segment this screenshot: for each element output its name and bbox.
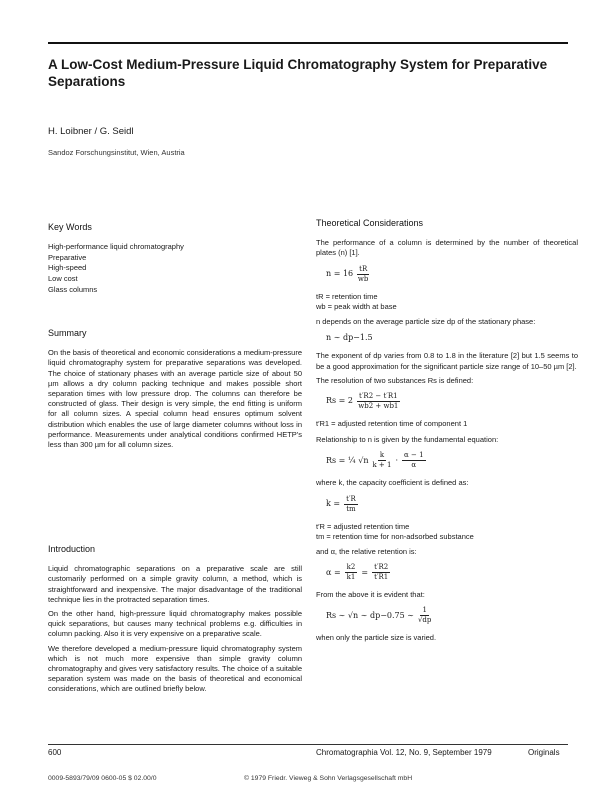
numerator: k	[379, 451, 385, 460]
intro-paragraph: On the other hand, high-pressure liquid chromatography makes possible quick separations, but causes many technical problems e.g. difficulties in column packing. Also it is very expensive on a preparative scale.	[48, 609, 302, 639]
denominator: tm	[346, 504, 356, 513]
equation-fraction	[345, 563, 358, 582]
denominator: k + 1	[372, 461, 392, 470]
equals-sign: =	[361, 567, 369, 577]
theory-paragraph: Relationship to n is given by the fundamental equation:	[316, 435, 499, 445]
equation-lhs: n = 16	[326, 269, 354, 278]
equation-resolution	[326, 392, 578, 411]
definition: t′R = adjusted retention time	[316, 521, 410, 531]
equation-proportionality	[326, 606, 578, 625]
footer-rule	[48, 744, 568, 745]
equation-fraction	[357, 392, 400, 411]
equation-fraction	[372, 451, 391, 470]
denominator: wb	[357, 274, 369, 283]
equation-fraction	[372, 563, 390, 582]
equation-fraction	[344, 495, 358, 514]
denominator: k1	[346, 573, 356, 582]
definition: wb = peak width at base	[316, 301, 397, 311]
equation-fraction	[402, 451, 426, 470]
theory-section	[316, 218, 578, 648]
theory-paragraph: The performance of a column is determined by the number of theoretical plates (n) [1].	[316, 238, 578, 258]
theory-heading: Theoretical Considerations	[316, 218, 424, 228]
section-label: Originals	[528, 748, 560, 757]
keywords-section	[48, 222, 302, 295]
theory-paragraph: The exponent of dp varies from 0.8 to 1.8 in the literature [2] but 1.5 seems to be a good approximation for the significant particle size range of 10–50 µm [2].	[316, 351, 578, 371]
top-rule	[48, 42, 568, 44]
theory-paragraph: and α, the relative retention is:	[316, 547, 417, 557]
numerator: k2	[346, 563, 356, 572]
denominator: t′R1	[374, 573, 389, 582]
keyword-item: High-performance liquid chromatography	[48, 242, 184, 252]
equation-fraction	[418, 606, 431, 625]
keyword-item: High-speed	[48, 263, 87, 273]
intro-paragraph: Liquid chromatographic separations on a preparative scale are still customarily performed on a simple gravity column, a method, which is straightforward and inexpensive. The major disadvantage of the traditional technique lies in the protracted separation times.	[48, 564, 302, 604]
numerator: 1	[422, 606, 427, 615]
numerator: α − 1	[404, 451, 424, 460]
affiliation: Sandoz Forschungsinstitut, Wien, Austria	[48, 148, 185, 157]
intro-paragraph: We therefore developed a medium-pressure liquid chromatography system which is not much more expensive than simple gravity column chromatography and gives very satisfactory results. The choice of a suitable separation system was made on the basis of theoretical and economical considerations, which are outlined briefly below.	[48, 643, 302, 694]
theory-paragraph: n depends on the average particle size dp of the stationary phase:	[316, 317, 536, 327]
keyword-item: Low cost	[48, 273, 78, 283]
denominator: √dp	[417, 616, 432, 625]
equation-particle: n ∼ dp−1.5	[326, 333, 373, 343]
numerator: t′R	[346, 494, 356, 503]
keyword-item: Preparative	[48, 252, 87, 262]
equation-lhs: α =	[326, 567, 341, 577]
numerator: tR	[359, 264, 368, 273]
denominator: α	[411, 461, 417, 470]
summary-heading: Summary	[48, 328, 87, 338]
authors: H. Loibner / G. Seidl	[48, 126, 134, 137]
equation-lhs: k =	[326, 499, 341, 509]
keyword-item: Glass columns	[48, 284, 98, 294]
multiply-sign: ·	[395, 455, 399, 465]
definition: tm = retention time for non-adsorbed substance	[316, 531, 474, 541]
page-number: 600	[48, 748, 62, 757]
introduction-section	[48, 544, 302, 699]
introduction-heading: Introduction	[48, 544, 96, 554]
article-title: A Low-Cost Medium-Pressure Liquid Chromatography System for Preparative Separations	[48, 57, 548, 89]
equation-fundamental	[326, 451, 578, 470]
equation-lhs: Rs ∼ √n ∼ dp−0.75 ∼	[326, 610, 414, 620]
summary-section	[48, 328, 302, 454]
numerator: t′R2	[374, 563, 389, 572]
theory-paragraph: where k, the capacity coefficient is defined as:	[316, 478, 469, 488]
denominator: wb2 + wb1	[358, 402, 399, 411]
journal-citation: Chromatographia Vol. 12, No. 9, September 1979	[316, 748, 492, 757]
equation-lhs: Rs = ¼ √n	[326, 455, 369, 465]
equation-fraction	[357, 265, 369, 284]
keywords-heading: Key Words	[48, 222, 92, 232]
issn-line: 0009-5893/79/09 0600-05 $ 02.00/0	[48, 775, 157, 782]
theory-paragraph: From the above it is evident that:	[316, 590, 425, 600]
numerator: t′R2 − t′R1	[359, 392, 398, 401]
copyright-line: © 1979 Friedr. Vieweg & Sohn Verlagsgesellschaft mbH	[244, 775, 413, 782]
equation-relative-retention	[326, 563, 578, 582]
theory-paragraph: when only the particle size is varied.	[316, 633, 437, 643]
equation-capacity	[326, 495, 578, 514]
summary-text: On the basis of theoretical and economic considerations a medium-pressure liquid chromatography system for preparative separations was developed. The choice of stationary phases with an average particle size of about 50 µm allows a dry column packing technique and makes possible short separation times with low pressure drop. The columns can therefore be constructed of glass. Their design is very simple, the end fitting is uniform for all column sizes. A special column head ensures optimum solvent distribution which enables the use of large diameter columns without loss in performance. Measurements under analytical conditions confirmed HETP's less than 300 µm for all column sizes.	[48, 348, 302, 450]
definition: t′R1 = adjusted retention time of component 1	[316, 419, 468, 429]
equation-lhs: Rs = 2	[326, 396, 354, 406]
definition: tR = retention time	[316, 291, 378, 301]
equation-plates	[326, 265, 578, 284]
theory-paragraph: The resolution of two substances Rs is defined:	[316, 375, 474, 385]
